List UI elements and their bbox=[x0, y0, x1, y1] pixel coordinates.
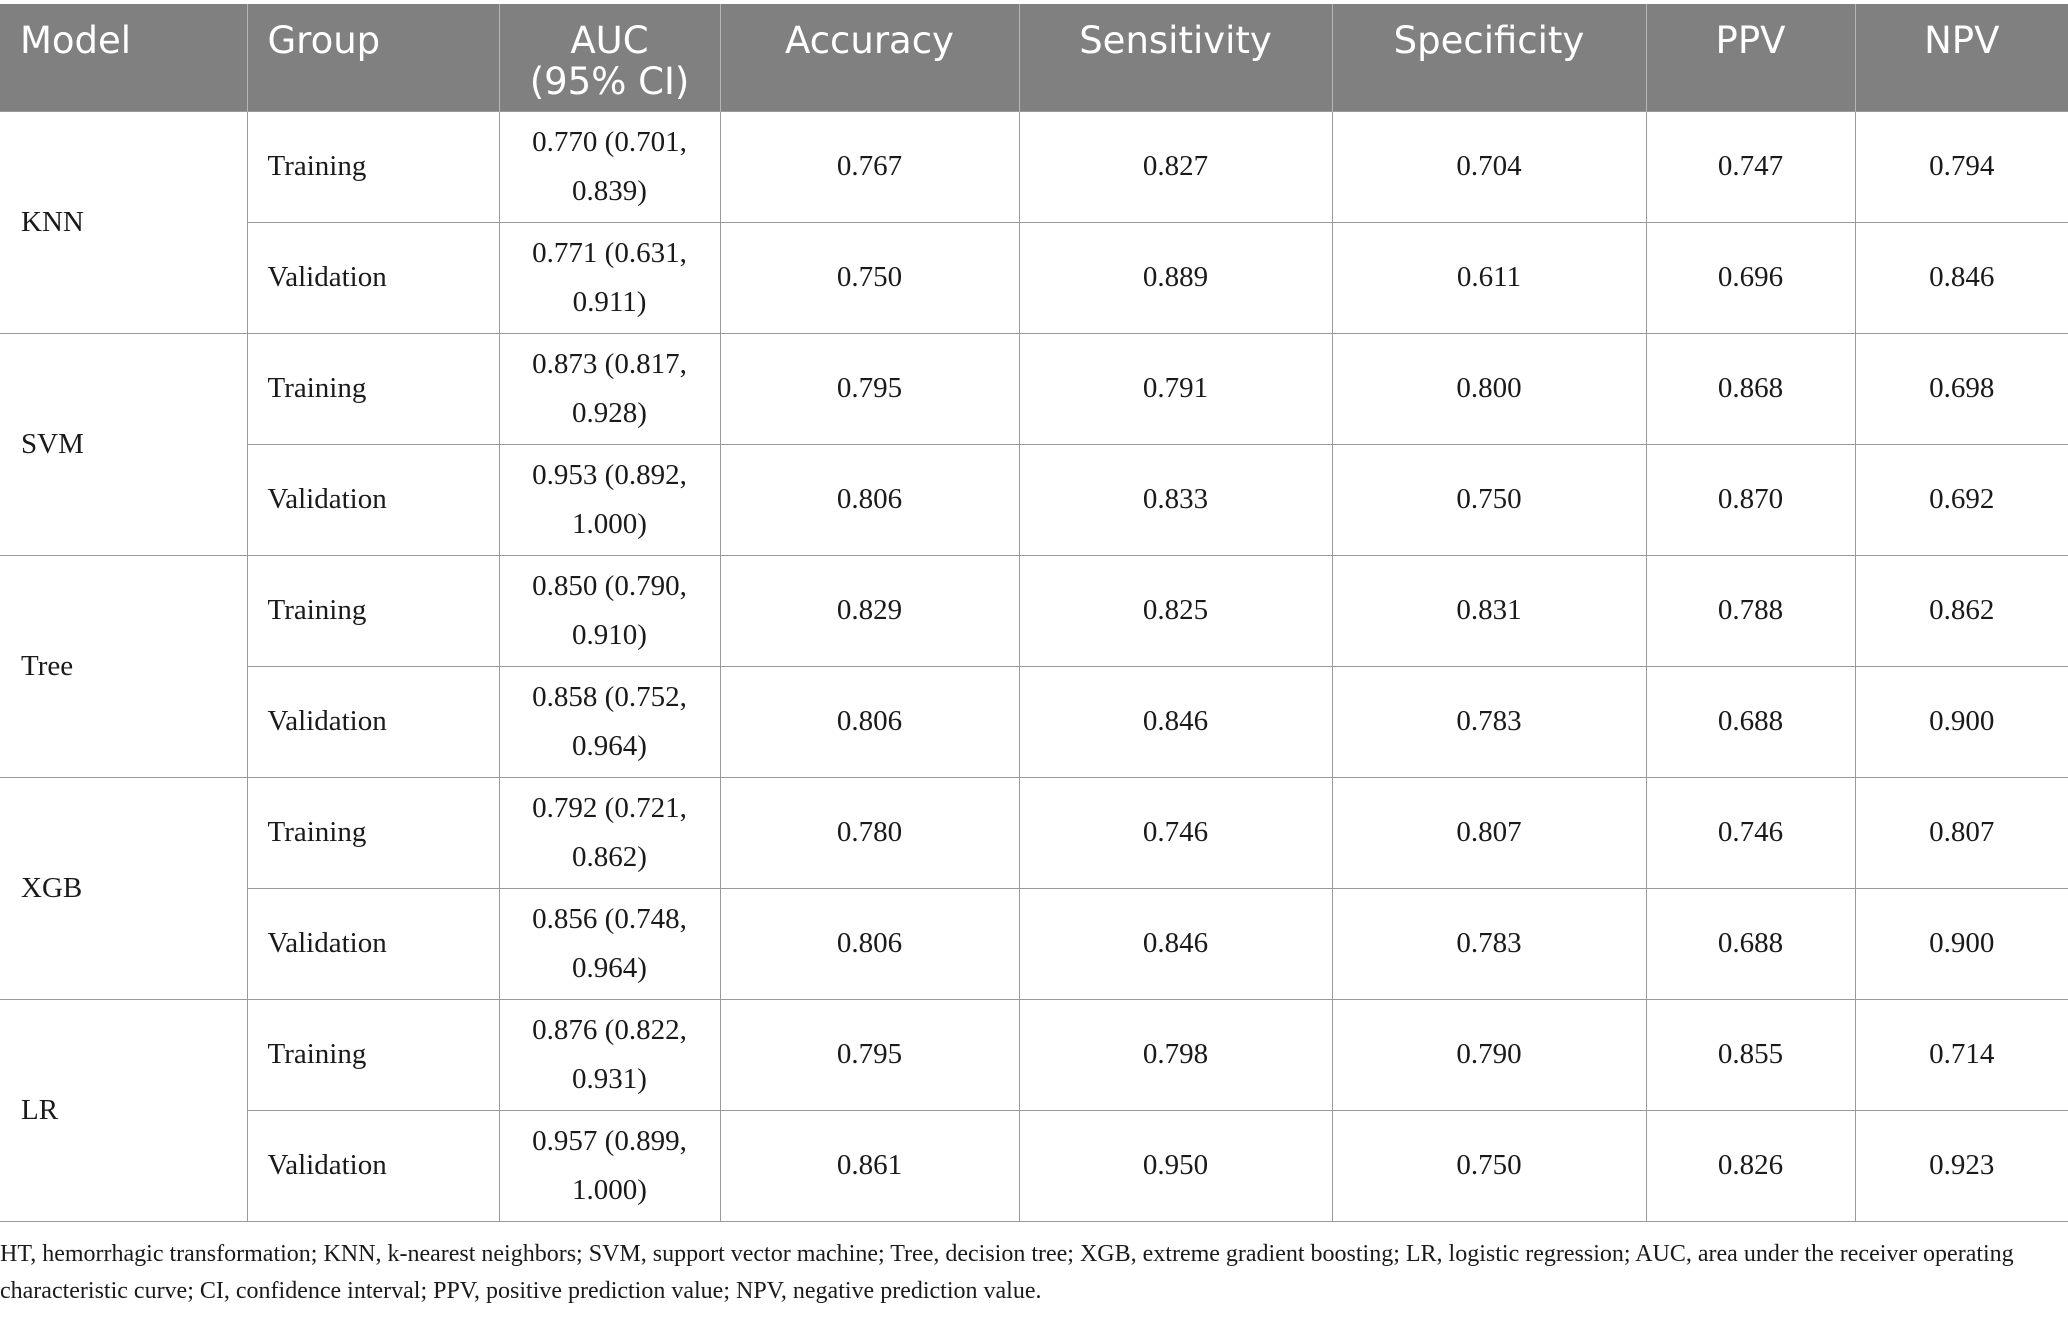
npv-cell: 0.794 bbox=[1855, 111, 2068, 222]
specificity-cell: 0.807 bbox=[1332, 777, 1646, 888]
auc-cell: 0.858 (0.752, 0.964) bbox=[499, 666, 720, 777]
accuracy-cell: 0.795 bbox=[720, 333, 1019, 444]
table-row bbox=[0, 777, 2068, 888]
npv-cell: 0.714 bbox=[1855, 999, 2068, 1110]
sensitivity-cell: 0.798 bbox=[1019, 999, 1332, 1110]
accuracy-cell: 0.780 bbox=[720, 777, 1019, 888]
ppv-cell: 0.870 bbox=[1646, 444, 1855, 555]
npv-cell: 0.900 bbox=[1855, 888, 2068, 999]
auc-cell: 0.850 (0.790, 0.910) bbox=[499, 555, 720, 666]
specificity-cell: 0.750 bbox=[1332, 1110, 1646, 1221]
auc-cell: 0.792 (0.721, 0.862) bbox=[499, 777, 720, 888]
accuracy-cell: 0.767 bbox=[720, 111, 1019, 222]
group-cell: Validation bbox=[247, 444, 499, 555]
table-row bbox=[0, 444, 2068, 555]
table-row bbox=[0, 1110, 2068, 1221]
npv-cell: 0.923 bbox=[1855, 1110, 2068, 1221]
group-cell: Training bbox=[247, 555, 499, 666]
auc-cell: 0.876 (0.822, 0.931) bbox=[499, 999, 720, 1110]
specificity-cell: 0.750 bbox=[1332, 444, 1646, 555]
npv-cell: 0.807 bbox=[1855, 777, 2068, 888]
table-header bbox=[0, 4, 2068, 111]
ppv-cell: 0.788 bbox=[1646, 555, 1855, 666]
accuracy-cell: 0.806 bbox=[720, 666, 1019, 777]
accuracy-cell: 0.750 bbox=[720, 222, 1019, 333]
header-row bbox=[0, 4, 2068, 111]
header-accuracy: Accuracy bbox=[720, 4, 1019, 111]
group-cell: Validation bbox=[247, 1110, 499, 1221]
accuracy-cell: 0.861 bbox=[720, 1110, 1019, 1221]
ppv-cell: 0.746 bbox=[1646, 777, 1855, 888]
header-sensitivity: Sensitivity bbox=[1019, 4, 1332, 111]
model-performance-table bbox=[0, 4, 2068, 1222]
group-cell: Validation bbox=[247, 666, 499, 777]
auc-cell: 0.771 (0.631, 0.911) bbox=[499, 222, 720, 333]
table-footnote: HT, hemorrhagic transformation; KNN, k-nearest neighbors; SVM, support vector machine; Tree, decision tree; XGB, extreme gradient boosting; LR, logistic regression; AUC, area under the receiver operating characteristic curve; CI, confidence interval; PPV, positive prediction value; NPV, negative prediction value. bbox=[0, 1241, 2014, 1304]
group-cell: Training bbox=[247, 999, 499, 1110]
group-cell: Validation bbox=[247, 888, 499, 999]
model-name-cell: Tree bbox=[0, 555, 247, 777]
ppv-cell: 0.688 bbox=[1646, 888, 1855, 999]
sensitivity-cell: 0.846 bbox=[1019, 666, 1332, 777]
sensitivity-cell: 0.833 bbox=[1019, 444, 1332, 555]
header-group: Group bbox=[247, 4, 499, 111]
model-name-cell: LR bbox=[0, 999, 247, 1221]
ppv-cell: 0.696 bbox=[1646, 222, 1855, 333]
sensitivity-cell: 0.889 bbox=[1019, 222, 1332, 333]
ppv-cell: 0.855 bbox=[1646, 999, 1855, 1110]
table-row bbox=[0, 222, 2068, 333]
npv-cell: 0.692 bbox=[1855, 444, 2068, 555]
specificity-cell: 0.831 bbox=[1332, 555, 1646, 666]
npv-cell: 0.698 bbox=[1855, 333, 2068, 444]
accuracy-cell: 0.829 bbox=[720, 555, 1019, 666]
header-auc: AUC (95% CI) bbox=[499, 4, 720, 111]
npv-cell: 0.846 bbox=[1855, 222, 2068, 333]
auc-cell: 0.873 (0.817, 0.928) bbox=[499, 333, 720, 444]
accuracy-cell: 0.806 bbox=[720, 888, 1019, 999]
table-body bbox=[0, 111, 2068, 1221]
group-cell: Training bbox=[247, 333, 499, 444]
sensitivity-cell: 0.791 bbox=[1019, 333, 1332, 444]
model-name-cell: XGB bbox=[0, 777, 247, 999]
sensitivity-cell: 0.825 bbox=[1019, 555, 1332, 666]
accuracy-cell: 0.795 bbox=[720, 999, 1019, 1110]
group-cell: Training bbox=[247, 111, 499, 222]
sensitivity-cell: 0.827 bbox=[1019, 111, 1332, 222]
sensitivity-cell: 0.846 bbox=[1019, 888, 1332, 999]
ppv-cell: 0.747 bbox=[1646, 111, 1855, 222]
table-row bbox=[0, 555, 2068, 666]
specificity-cell: 0.704 bbox=[1332, 111, 1646, 222]
table-row bbox=[0, 999, 2068, 1110]
group-cell: Validation bbox=[247, 222, 499, 333]
table-row bbox=[0, 111, 2068, 222]
table-row bbox=[0, 888, 2068, 999]
table-row bbox=[0, 666, 2068, 777]
specificity-cell: 0.790 bbox=[1332, 999, 1646, 1110]
accuracy-cell: 0.806 bbox=[720, 444, 1019, 555]
group-cell: Training bbox=[247, 777, 499, 888]
sensitivity-cell: 0.746 bbox=[1019, 777, 1332, 888]
model-name-cell: KNN bbox=[0, 111, 247, 333]
auc-cell: 0.856 (0.748, 0.964) bbox=[499, 888, 720, 999]
ppv-cell: 0.688 bbox=[1646, 666, 1855, 777]
auc-cell: 0.770 (0.701, 0.839) bbox=[499, 111, 720, 222]
auc-cell: 0.953 (0.892, 1.000) bbox=[499, 444, 720, 555]
header-npv: NPV bbox=[1855, 4, 2068, 111]
npv-cell: 0.862 bbox=[1855, 555, 2068, 666]
auc-cell: 0.957 (0.899, 1.000) bbox=[499, 1110, 720, 1221]
npv-cell: 0.900 bbox=[1855, 666, 2068, 777]
sensitivity-cell: 0.950 bbox=[1019, 1110, 1332, 1221]
ppv-cell: 0.826 bbox=[1646, 1110, 1855, 1221]
specificity-cell: 0.783 bbox=[1332, 666, 1646, 777]
table-row bbox=[0, 333, 2068, 444]
ppv-cell: 0.868 bbox=[1646, 333, 1855, 444]
specificity-cell: 0.611 bbox=[1332, 222, 1646, 333]
model-name-cell: SVM bbox=[0, 333, 247, 555]
header-specificity: Specificity bbox=[1332, 4, 1646, 111]
results-table-container bbox=[0, 4, 2068, 1222]
header-model: Model bbox=[0, 4, 247, 111]
header-ppv: PPV bbox=[1646, 4, 1855, 111]
specificity-cell: 0.800 bbox=[1332, 333, 1646, 444]
specificity-cell: 0.783 bbox=[1332, 888, 1646, 999]
